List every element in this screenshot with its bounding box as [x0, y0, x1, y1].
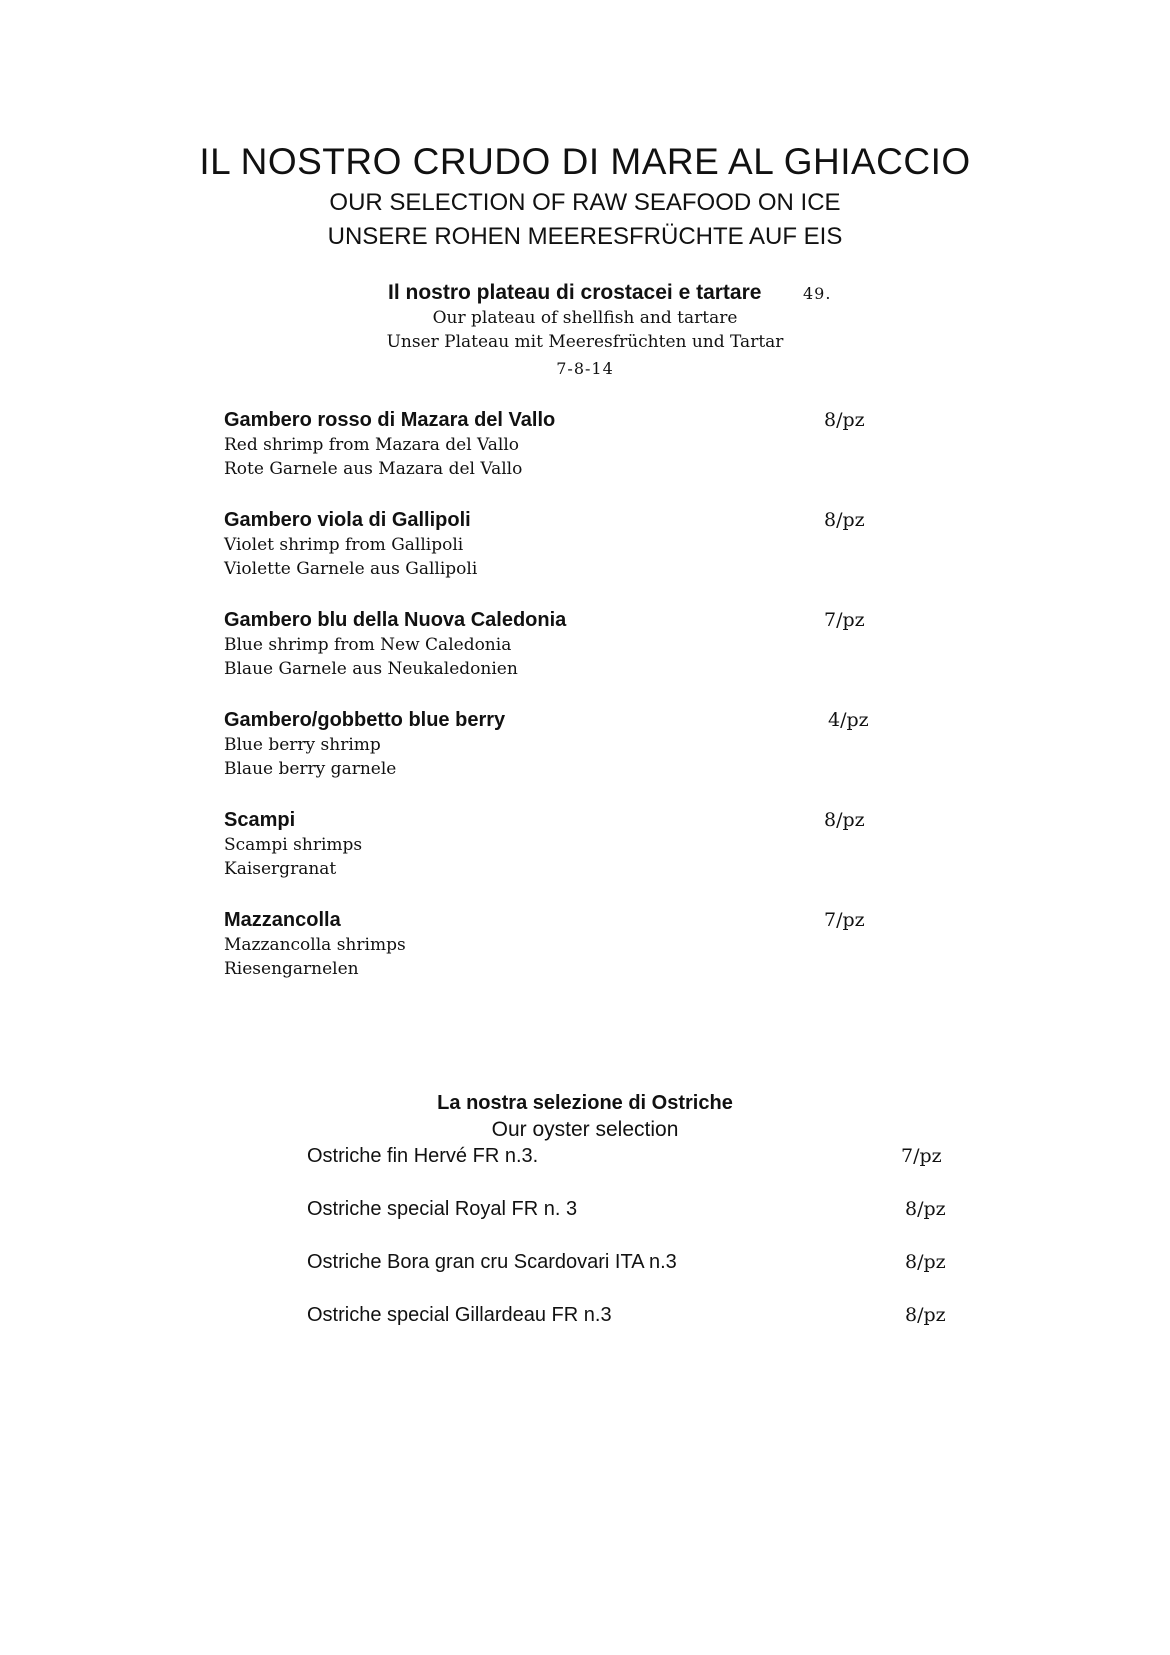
- menu-item: [224, 607, 884, 707]
- plateau-allergens: 7-8-14: [556, 359, 614, 378]
- plateau-name-en: Our plateau of shellfish and tartare: [432, 308, 738, 328]
- menu-title: IL NOSTRO CRUDO DI MARE AL GHIACCIO: [199, 141, 971, 182]
- item-name-it: Gambero/gobbetto blue berry: [224, 709, 506, 731]
- plateau-price: 49.: [803, 284, 832, 303]
- item-name-en: Blue shrimp from New Caledonia: [224, 635, 512, 655]
- menu-item: [224, 707, 884, 807]
- item-price: 7/pz: [824, 609, 865, 631]
- item-price: 7/pz: [824, 909, 865, 931]
- oyster-item: [307, 1248, 952, 1278]
- oyster-name: Ostriche Bora gran cru Scardovari ITA n.3: [307, 1251, 677, 1273]
- item-name-en: Scampi shrimps: [224, 835, 363, 855]
- menu-item: [224, 907, 884, 1007]
- item-name-it: Gambero blu della Nuova Caledonia: [224, 609, 567, 631]
- item-name-en: Mazzancolla shrimps: [224, 935, 406, 955]
- oyster-price: 7/pz: [901, 1145, 942, 1167]
- oyster-name: Ostriche fin Hervé FR n.3.: [307, 1145, 539, 1167]
- menu-subtitle-de: UNSERE ROHEN MEERESFRÜCHTE AUF EIS: [327, 223, 843, 250]
- oyster-price: 8/pz: [905, 1304, 946, 1326]
- item-name-de: Kaisergranat: [224, 859, 337, 879]
- menu-item: [224, 507, 884, 607]
- oyster-item: [307, 1195, 952, 1225]
- item-name-en: Blue berry shrimp: [224, 735, 381, 755]
- oyster-name: Ostriche special Royal FR n. 3: [307, 1198, 578, 1220]
- item-name-it: Scampi: [224, 809, 296, 831]
- item-name-de: Blaue berry garnele: [224, 759, 397, 779]
- menu-subtitle-en: OUR SELECTION OF RAW SEAFOOD ON ICE: [329, 189, 841, 216]
- item-price: 8/pz: [824, 409, 865, 431]
- item-name-de: Rote Garnele aus Mazara del Vallo: [224, 459, 523, 479]
- item-name-en: Violet shrimp from Gallipoli: [224, 535, 464, 555]
- oyster-name: Ostriche special Gillardeau FR n.3: [307, 1304, 612, 1326]
- item-name-en: Red shrimp from Mazara del Vallo: [224, 435, 520, 455]
- menu-item: [224, 407, 884, 507]
- oyster-item: [307, 1301, 952, 1331]
- oyster-price: 8/pz: [905, 1251, 946, 1273]
- item-name-de: Violette Garnele aus Gallipoli: [224, 559, 478, 579]
- oyster-section-subtitle: Our oyster selection: [491, 1118, 679, 1141]
- oyster-section-title: La nostra selezione di Ostriche: [437, 1092, 733, 1114]
- oyster-item: [307, 1142, 952, 1172]
- item-name-it: Gambero viola di Gallipoli: [224, 509, 471, 531]
- item-price: 8/pz: [824, 509, 865, 531]
- item-price: 8/pz: [824, 809, 865, 831]
- plateau-name-de: Unser Plateau mit Meeresfrüchten und Tartar: [386, 332, 784, 352]
- item-name-de: Riesengarnelen: [224, 959, 359, 979]
- item-name-it: Mazzancolla: [224, 909, 341, 931]
- item-price: 4/pz: [828, 709, 869, 731]
- oyster-price: 8/pz: [905, 1198, 946, 1220]
- item-name-it: Gambero rosso di Mazara del Vallo: [224, 409, 556, 431]
- plateau-name-it: Il nostro plateau di crostacei e tartare: [388, 281, 762, 304]
- item-name-de: Blaue Garnele aus Neukaledonien: [224, 659, 518, 679]
- menu-item: [224, 807, 884, 907]
